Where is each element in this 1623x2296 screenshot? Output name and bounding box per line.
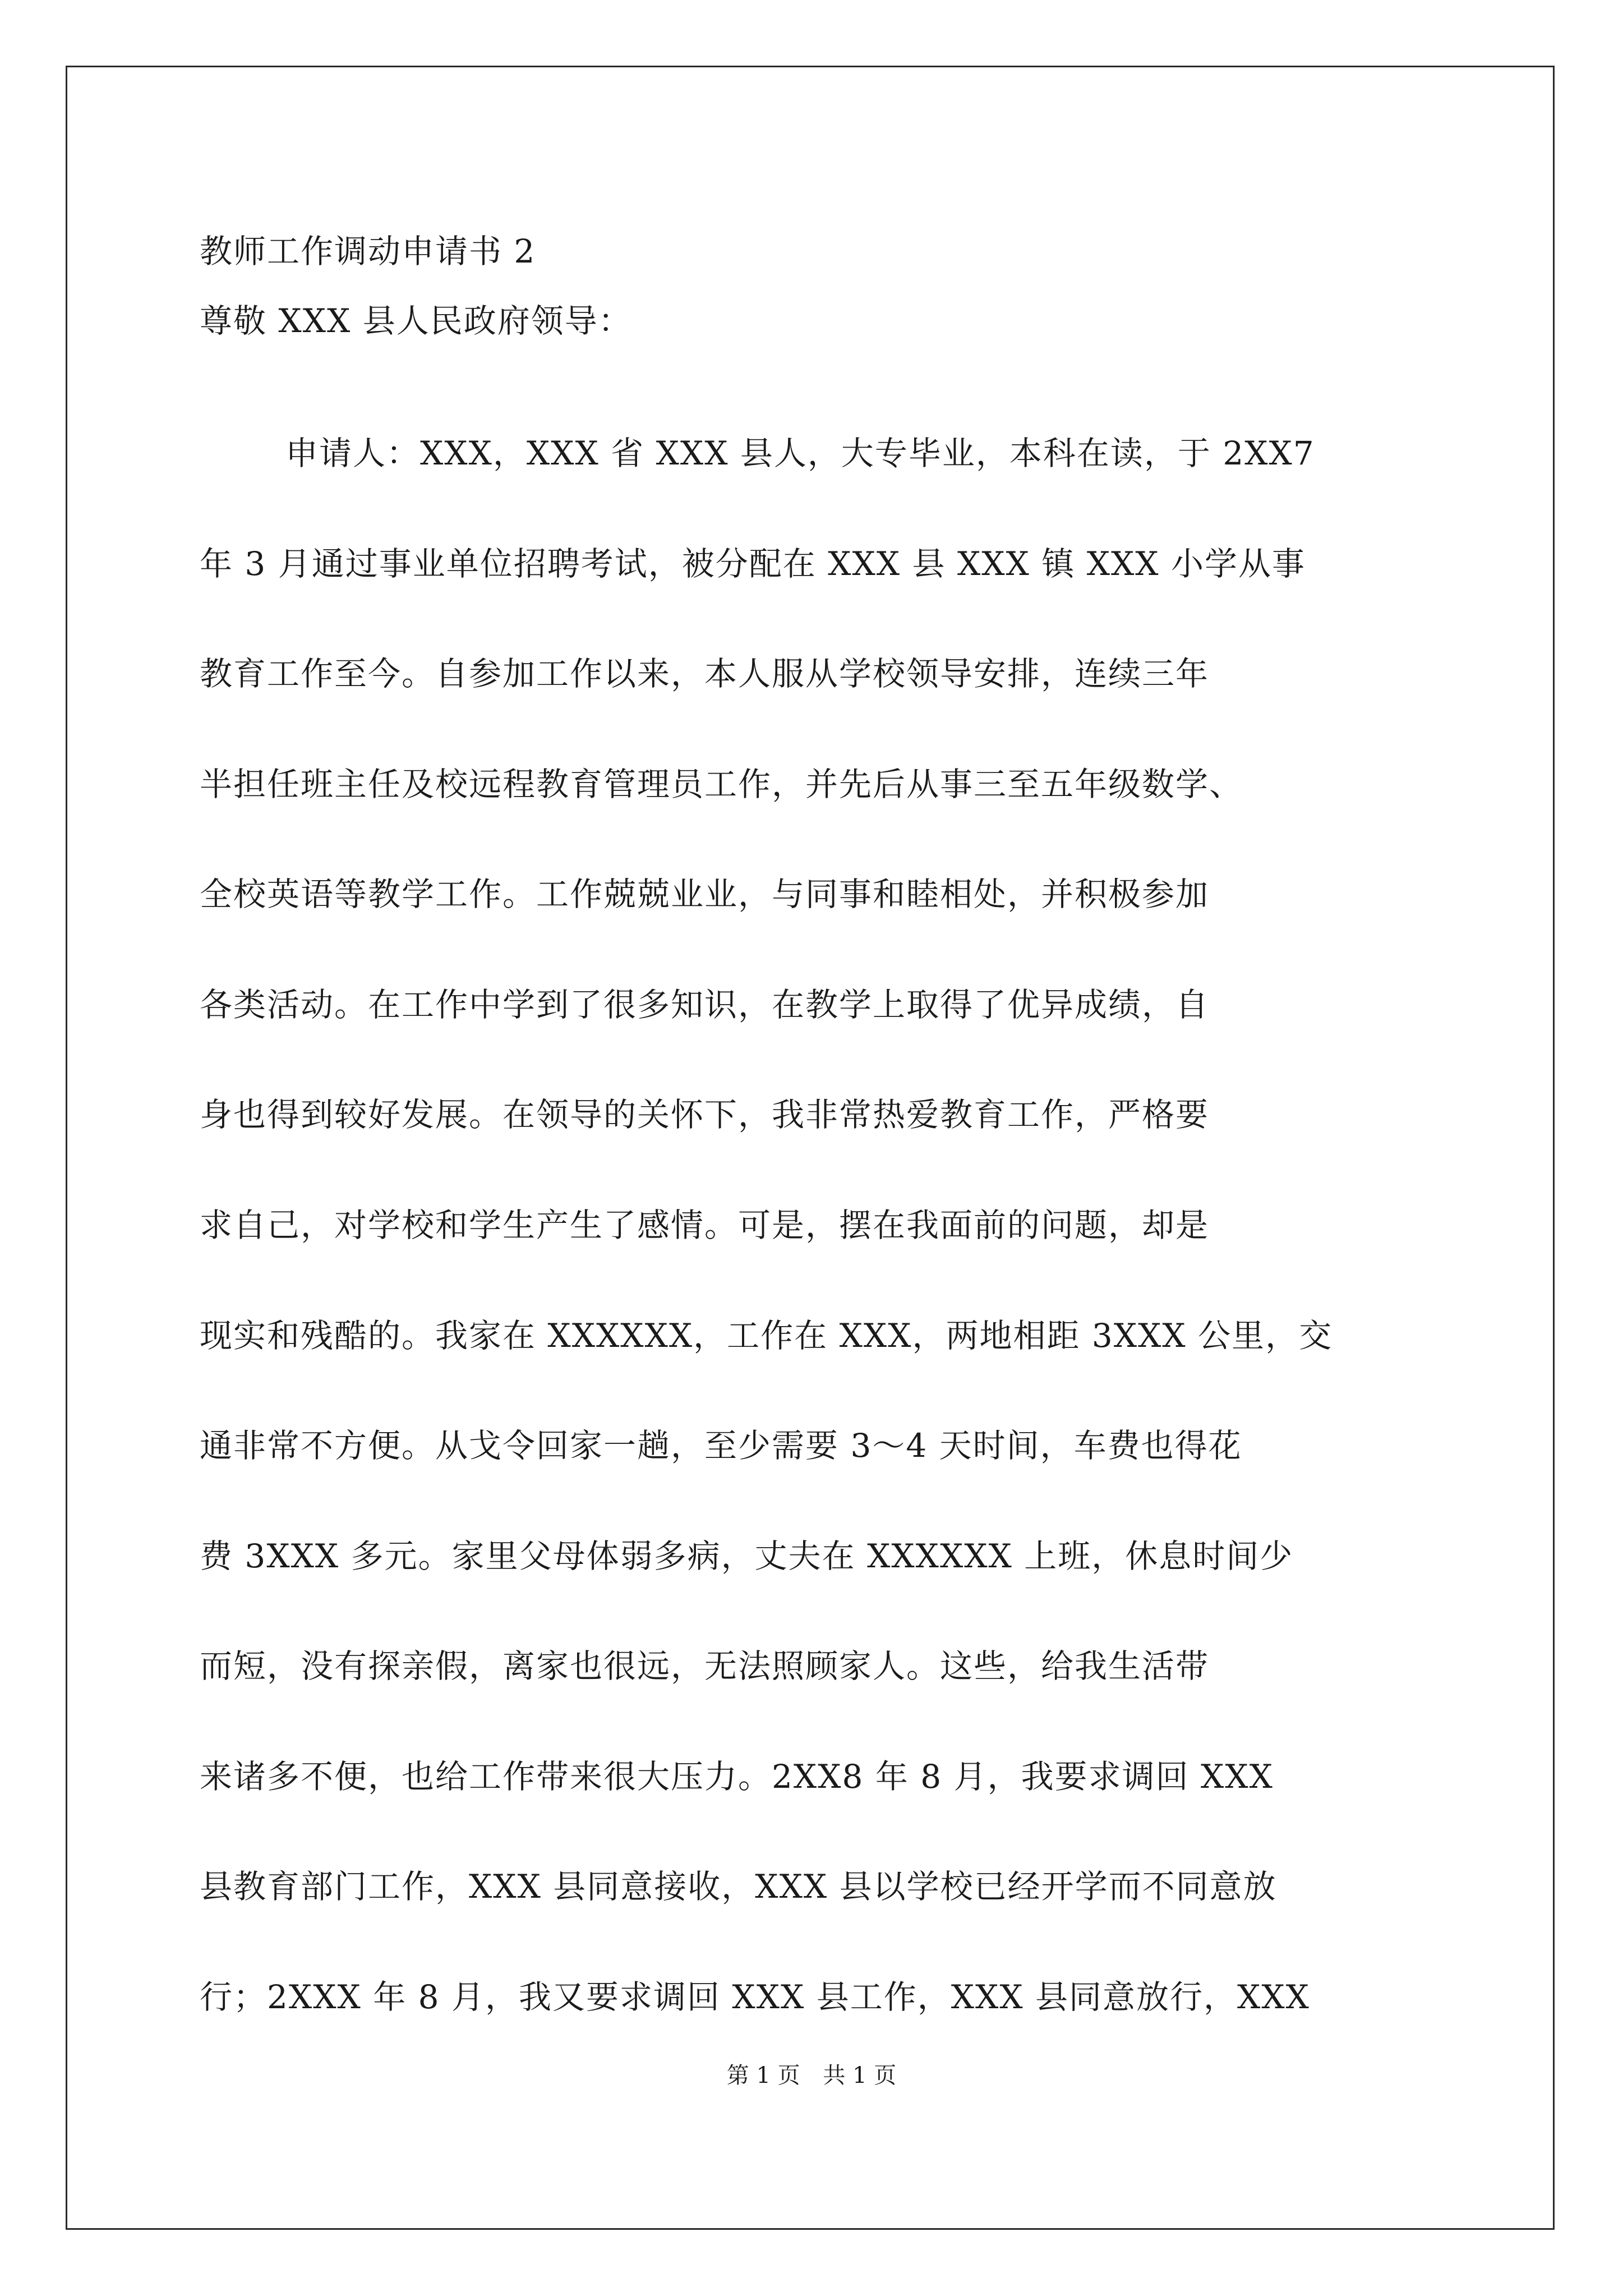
body-line: 教育工作至今。自参加工作以来，本人服从学校领导安排，连续三年 — [200, 655, 1210, 693]
body-line: 各类活动。在工作中学到了很多知识，在教学上取得了优异成绩，自 — [200, 986, 1210, 1024]
body-line: 年 3 月通过事业单位招聘考试，被分配在 XXX 县 XXX 镇 XXX 小学从事 — [200, 545, 1306, 583]
document-title: 教师工作调动申请书 2 — [200, 232, 536, 270]
body-line: 身也得到较好发展。在领导的关怀下，我非常热爱教育工作，严格要 — [200, 1096, 1210, 1134]
body-line: 来诸多不便，也给工作带来很大压力。2XX8 年 8 月，我要求调回 XXX — [200, 1757, 1274, 1796]
body-line: 行；2XXX 年 8 月，我又要求调回 XXX 县工作，XXX 县同意放行，XXX — [200, 1978, 1310, 2016]
body-line: 求自己，对学校和学生产生了感情。可是，摆在我面前的问题，却是 — [200, 1206, 1210, 1244]
body-line: 而短，没有探亲假，离家也很远，无法照顾家人。这些，给我生活带 — [200, 1647, 1210, 1685]
body-line: 全校英语等教学工作。工作兢兢业业，与同事和睦相处，并积极参加 — [200, 875, 1210, 913]
body-line: 半担任班主任及校远程教育管理员工作，并先后从事三至五年级数学、 — [200, 765, 1243, 803]
body-line: 现实和残酷的。我家在 XXXXXX，工作在 XXX，两地相距 3XXX 公里，交 — [200, 1317, 1333, 1355]
body-line: 费 3XXX 多元。家里父母体弱多病，丈夫在 XXXXXX 上班，休息时间少 — [200, 1537, 1294, 1575]
body-line: 申请人：XXX，XXX 省 XXX 县人，大专毕业，本科在读，于 2XX7 — [285, 434, 1315, 472]
page-total: 共 1 页 — [823, 2063, 897, 2088]
body-line: 县教育部门工作，XXX 县同意接收，XXX 县以学校已经开学而不同意放 — [200, 1867, 1277, 1906]
body-line: 通非常不方便。从戈令回家一趟，至少需要 3～4 天时间，车费也得花 — [200, 1427, 1242, 1465]
salutation: 尊敬 XXX 县人民政府领导： — [200, 302, 632, 340]
page-number: 第 1 页 — [726, 2063, 800, 2088]
page-footer — [0, 2060, 1623, 2091]
